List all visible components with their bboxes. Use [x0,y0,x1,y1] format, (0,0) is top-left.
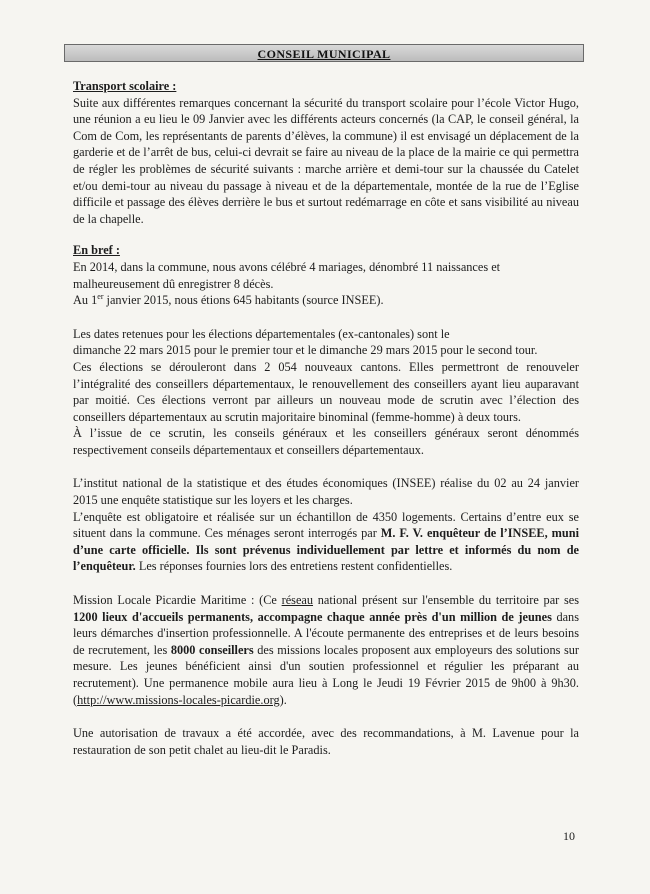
bref-line-2: malheureusement dû enregistrer 8 décès. [73,276,274,291]
elections-line-1: Les dates retenues pour les élections départementales (ex-cantonales) sont le [73,326,450,341]
bref-heading: En bref : [73,243,120,258]
mission-locale-link[interactable]: http://www.missions-locales-picardie.org [77,692,280,707]
insee-paragraph-1: L’institut national de la statistique et des études économiques (INSEE) réalise du 02 au 24 janvier 2015 une enquête statistique sur les loyers et les charges. [73,476,579,508]
article-content [73,78,579,758]
bref-line-3: Au 1er janvier 2015, nous étions 645 habitants (source INSEE). [73,292,384,308]
transport-paragraph: Suite aux différentes remarques concernant la sécurité du transport scolaire pour l’école Victor Hugo, une réunion a eu lieu le 09 Janvier avec les différents acteurs concernés (la CAP, le conseil général, la Com de Com, les représentants de parents d’élèves, la commune) il est envisagé un déplacement de la garderie et de l’arrêt de bus, celui-ci devrait se faire au niveau de la place de la mairie ce qui permettra de régler les problèmes de sécurité suivants : marche arrière et demi-tour sur la chaussée du Catelet et/ou demi-tour au niveau du passage à niveau et de la départementale, montée de la rue de l’Eglise difficile et passage des élèves derrière le bus et surtout redémarrage en côte et sans visibilité au niveau de la chapelle. [73,95,579,226]
section-title: CONSEIL MUNICIPAL [257,47,391,61]
insee-paragraph-2: L’enquête est obligatoire et réalisée sur un échantillon de 4350 logements. Certains d’entre eux se situent dans la commune. Ces ménages seront interrogés par M. F. V. enquêteur de l’INSEE, muni d’une carte officielle. Ils sont prévenus individuellement par lettre et informés du nom de l’enquêteur. Les réponses fournies lors des entretiens restent confidentielles. [73,509,579,574]
transport-heading: Transport scolaire : [73,79,177,93]
page-number: 10 [563,829,575,843]
elections-paragraph-2: Ces élections se dérouleront dans 2 054 nouveaux cantons. Elles permettront de renouveler l’intégralité des conseillers départementaux, le renouvellement des conseillers ayant lieu auparavant par moitié. Ces élections verront par ailleurs un nouveau mode de scrutin avec l’élection des conseillers départementaux au scrutin majoritaire binominal (femme-homme) à deux tours. [73,359,579,424]
mission-locale-paragraph: Mission Locale Picardie Maritime : (Ce réseau national présent sur l'ensemble du territoire par ses 1200 lieux d'accueils permanents, accompagne chaque année près d'un million de jeunes dans leurs démarches d'insertion professionnelle. A l'écoute permanente des entreprises et de leurs besoins de recrutement, les 8000 conseillers des missions locales proposent aux employeurs des solutions sur mesure. Les jeunes bénéficient ainsi d'un soutien professionnel et régulier les préparant au recrutement). Une permanence mobile aura lieu à Long le Jeudi 19 Février 2015 de 9h00 à 9h30. (http://www.missions-locales-picardie.org). [73,593,580,707]
elections-paragraph-3: À l’issue de ce scrutin, les conseils généraux et les conseillers généraux seront dénommés respectivement conseils départementaux et conseillers départementaux. [73,426,579,457]
elections-line-2: dimanche 22 mars 2015 pour le premier tour et le dimanche 29 mars 2015 pour le second tour. [73,343,538,358]
insee-surveyor-notice: M. F. V. enquêteur de l’INSEE, muni d’une carte officielle. Ils sont prévenus individuellement par lettre et informés du nom de l’enquêteur. [73,526,579,574]
bref-line-1: En 2014, dans la commune, nous avons célébré 4 mariages, dénombré 11 naissances et [73,259,501,274]
travaux-paragraph: Une autorisation de travaux a été accordée, avec des recommandations, à M. Lavenue pour la restauration de son petit chalet au lieu-dit le Paradis. [73,726,579,757]
section-header [64,44,584,62]
